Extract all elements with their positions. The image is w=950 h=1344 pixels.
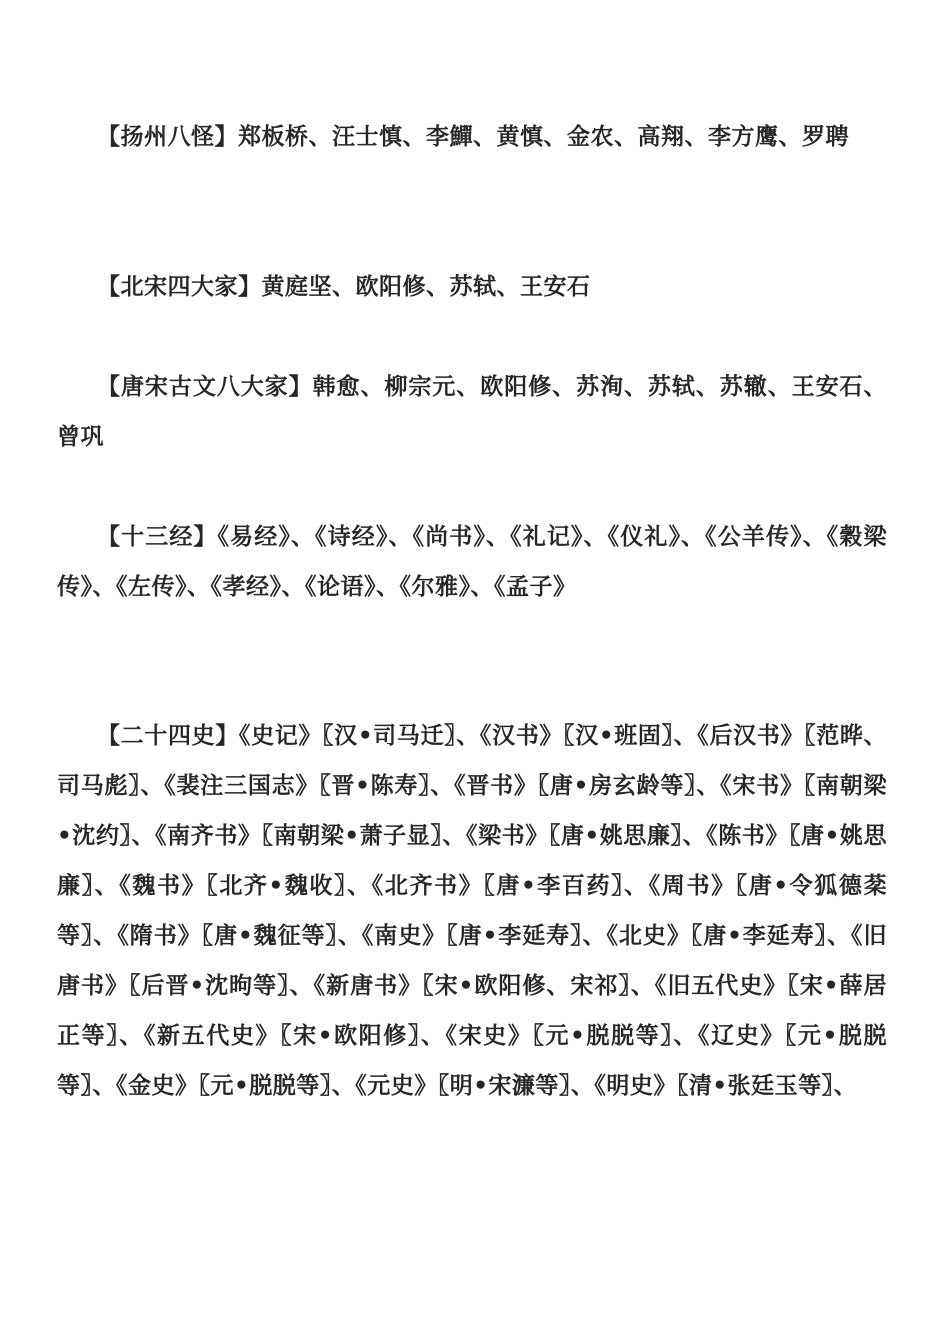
paragraph-tang-song-eight-masters — [57, 362, 887, 462]
paragraph-heading: 【扬州八怪】 — [97, 124, 238, 150]
paragraph-heading: 【北宋四大家】 — [97, 274, 262, 300]
paragraph-northern-song-four-masters — [57, 262, 887, 312]
paragraph-heading: 【二十四史】 — [97, 723, 239, 749]
paragraph-body: 《史记》〖汉•司马迁〗、《汉书》〖汉•班固〗、《后汉书》〖范晔、司马彪〗、《裴注三国志》〖晋•陈寿〗、《晋书》〖唐•房玄龄等〗、《宋书》〖南朝梁•沈约〗、《南齐书》〖南朝梁•萧子显〗、《梁书》〖唐•姚思廉〗、《陈书》〖唐•姚思廉〗、《魏书》〖北齐•魏收〗、《北齐书》〖唐•李百药〗、《周书》〖唐•令狐德棻等〗、《隋书》〖唐•魏征等〗、《南史》〖唐•李延寿〗、《北史》〖唐•李延寿〗、《旧唐书》〖后晋•沈昫等〗、《新唐书》〖宋•欧阳修、宋祁〗、《旧五代史》〖宋•薛居正等〗、《新五代史》〖宋•欧阳修〗、《宋史》〖元•脱脱等〗、《辽史》〖元•脱脱等〗、《金史》〖元•脱脱等〗、《元史》〖明•宋濂等〗、《明史》〖清•张廷玉等〗、 — [57, 723, 888, 1099]
paragraph-body: 韩愈、柳宗元、欧阳修、苏洵、苏轼、苏辙、王安石、曾巩 — [57, 374, 887, 450]
paragraph-body: 《易经》、《诗经》、《尚书》、《礼记》、《仪礼》、《公羊传》、《穀梁传》、《左传》、《孝经》、《论语》、《尔雅》、《孟子》 — [57, 524, 888, 600]
paragraph-heading: 【十三经】 — [97, 524, 218, 550]
paragraph-body: 黄庭坚、欧阳修、苏轼、王安石 — [261, 274, 591, 300]
paragraph-thirteen-classics — [57, 512, 887, 612]
paragraph-heading: 【唐宋古文八大家】 — [97, 374, 313, 400]
paragraph-body: 郑板桥、汪士慎、李鱓、黄慎、金农、高翔、李方鹰、罗聘 — [238, 124, 849, 150]
paragraph-twenty-four-histories — [57, 711, 887, 1111]
paragraph-yangzhou-eight-eccentrics — [57, 112, 887, 162]
